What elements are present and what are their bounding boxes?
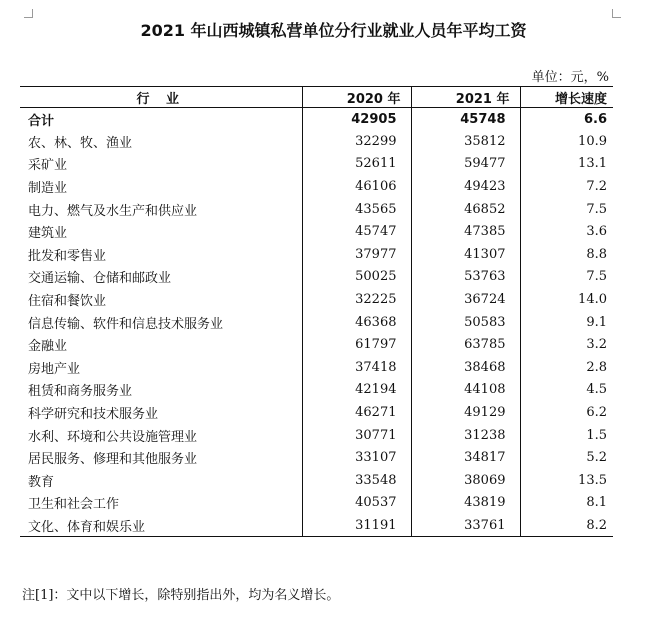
cell-industry: 批发和零售业	[20, 243, 302, 266]
cell-2020: 50025	[302, 266, 411, 289]
cell-growth: 7.5	[586, 201, 607, 217]
table-row	[20, 492, 613, 515]
cell-growth: 3.2	[586, 337, 607, 353]
cell-2020: 46106	[302, 175, 411, 198]
cell-2021: 41307	[411, 243, 520, 266]
table-row	[20, 311, 613, 334]
cell-2020: 33107	[302, 446, 411, 469]
cell-2020: 33548	[302, 469, 411, 492]
table-row	[20, 424, 613, 447]
cell-2021: 43819	[411, 492, 520, 515]
cell-2021: 50583	[411, 311, 520, 334]
table-row-total	[20, 108, 613, 131]
crop-mark-top-right	[612, 9, 621, 18]
table-row	[20, 379, 613, 402]
cell-2020: 40537	[302, 492, 411, 515]
cell-2021: 59477	[411, 153, 520, 176]
cell-2020: 37418	[302, 356, 411, 379]
table-row	[20, 198, 613, 221]
header-2021: 2021 年	[411, 87, 520, 108]
cell-2021: 38468	[411, 356, 520, 379]
cell-2020: 45747	[302, 220, 411, 243]
cell-2021: 45748	[411, 108, 520, 131]
cell-2021: 35812	[411, 130, 520, 153]
header-growth: 增长速度	[520, 87, 613, 108]
header-industry: 行 业	[20, 87, 302, 108]
table-row	[20, 220, 613, 243]
cell-2021: 36724	[411, 288, 520, 311]
cell-growth: 7.5	[586, 269, 607, 285]
table-row	[20, 153, 613, 176]
cell-growth: 7.2	[586, 179, 607, 195]
cell-growth: 2.8	[586, 359, 607, 375]
cell-industry: 农、林、牧、渔业	[20, 130, 302, 153]
cell-growth: 4.5	[586, 382, 607, 398]
table-row	[20, 333, 613, 356]
cell-industry: 采矿业	[20, 153, 302, 176]
crop-mark-top-left	[24, 9, 33, 18]
cell-2020: 46271	[302, 401, 411, 424]
cell-growth: 9.1	[586, 314, 607, 330]
cell-2020: 43565	[302, 198, 411, 221]
cell-industry: 教育	[20, 469, 302, 492]
cell-2021: 33761	[411, 514, 520, 537]
table-body	[20, 108, 613, 537]
table-row	[20, 243, 613, 266]
header-2020: 2020 年	[302, 87, 411, 108]
cell-2020: 61797	[302, 333, 411, 356]
cell-2020: 42905	[302, 108, 411, 131]
unit-label: 单位：元，%	[531, 70, 609, 85]
table-row	[20, 175, 613, 198]
cell-2020: 31191	[302, 514, 411, 537]
cell-industry: 信息传输、软件和信息技术服务业	[20, 311, 302, 334]
cell-2020: 37977	[302, 243, 411, 266]
cell-industry: 住宿和餐饮业	[20, 288, 302, 311]
cell-2021: 31238	[411, 424, 520, 447]
cell-2021: 46852	[411, 198, 520, 221]
cell-2021: 63785	[411, 333, 520, 356]
cell-2020: 46368	[302, 311, 411, 334]
cell-growth: 13.1	[578, 156, 607, 172]
cell-2021: 34817	[411, 446, 520, 469]
wage-table	[20, 86, 613, 537]
cell-industry: 交通运输、仓储和邮政业	[20, 266, 302, 289]
cell-growth: 8.2	[520, 514, 613, 537]
cell-2020: 52611	[302, 153, 411, 176]
cell-industry: 水利、环境和公共设施管理业	[20, 424, 302, 447]
cell-growth: 13.5	[578, 472, 607, 488]
cell-2021: 53763	[411, 266, 520, 289]
cell-2020: 42194	[302, 379, 411, 402]
cell-2020: 32299	[302, 130, 411, 153]
table-row	[20, 469, 613, 492]
cell-growth: 8.8	[586, 246, 607, 262]
table-row	[20, 130, 613, 153]
footnote: 注[1]：文中以下增长，除特别指出外，均为名义增长。	[22, 588, 340, 603]
cell-2020: 30771	[302, 424, 411, 447]
cell-growth: 6.2	[586, 405, 607, 421]
cell-2021: 49423	[411, 175, 520, 198]
cell-growth: 6.6	[583, 111, 607, 127]
cell-2021: 47385	[411, 220, 520, 243]
cell-growth: 3.6	[586, 224, 607, 240]
cell-growth: 5.2	[586, 450, 607, 466]
cell-industry: 电力、燃气及水生产和供应业	[20, 198, 302, 221]
table-row	[20, 446, 613, 469]
cell-growth: 10.9	[578, 133, 607, 149]
cell-industry: 房地产业	[20, 356, 302, 379]
cell-growth: 1.5	[586, 427, 607, 443]
table-header-row	[20, 87, 613, 108]
cell-industry: 建筑业	[20, 220, 302, 243]
cell-industry: 制造业	[20, 175, 302, 198]
table-row	[20, 514, 613, 537]
cell-industry: 租赁和商务服务业	[20, 379, 302, 402]
cell-industry: 卫生和社会工作	[20, 492, 302, 515]
table-row	[20, 288, 613, 311]
cell-industry: 居民服务、修理和其他服务业	[20, 446, 302, 469]
cell-industry: 文化、体育和娱乐业	[20, 514, 302, 537]
table-row	[20, 266, 613, 289]
page-title: 2021 年山西城镇私营单位分行业就业人员年平均工资	[140, 21, 527, 40]
cell-industry: 科学研究和技术服务业	[20, 401, 302, 424]
cell-industry: 合计	[20, 108, 302, 131]
table-row	[20, 356, 613, 379]
cell-2021: 44108	[411, 379, 520, 402]
cell-industry: 金融业	[20, 333, 302, 356]
cell-2020: 32225	[302, 288, 411, 311]
cell-growth: 14.0	[578, 292, 607, 308]
cell-2021: 38069	[411, 469, 520, 492]
cell-growth: 8.1	[586, 495, 607, 511]
table-row	[20, 401, 613, 424]
cell-2021: 49129	[411, 401, 520, 424]
